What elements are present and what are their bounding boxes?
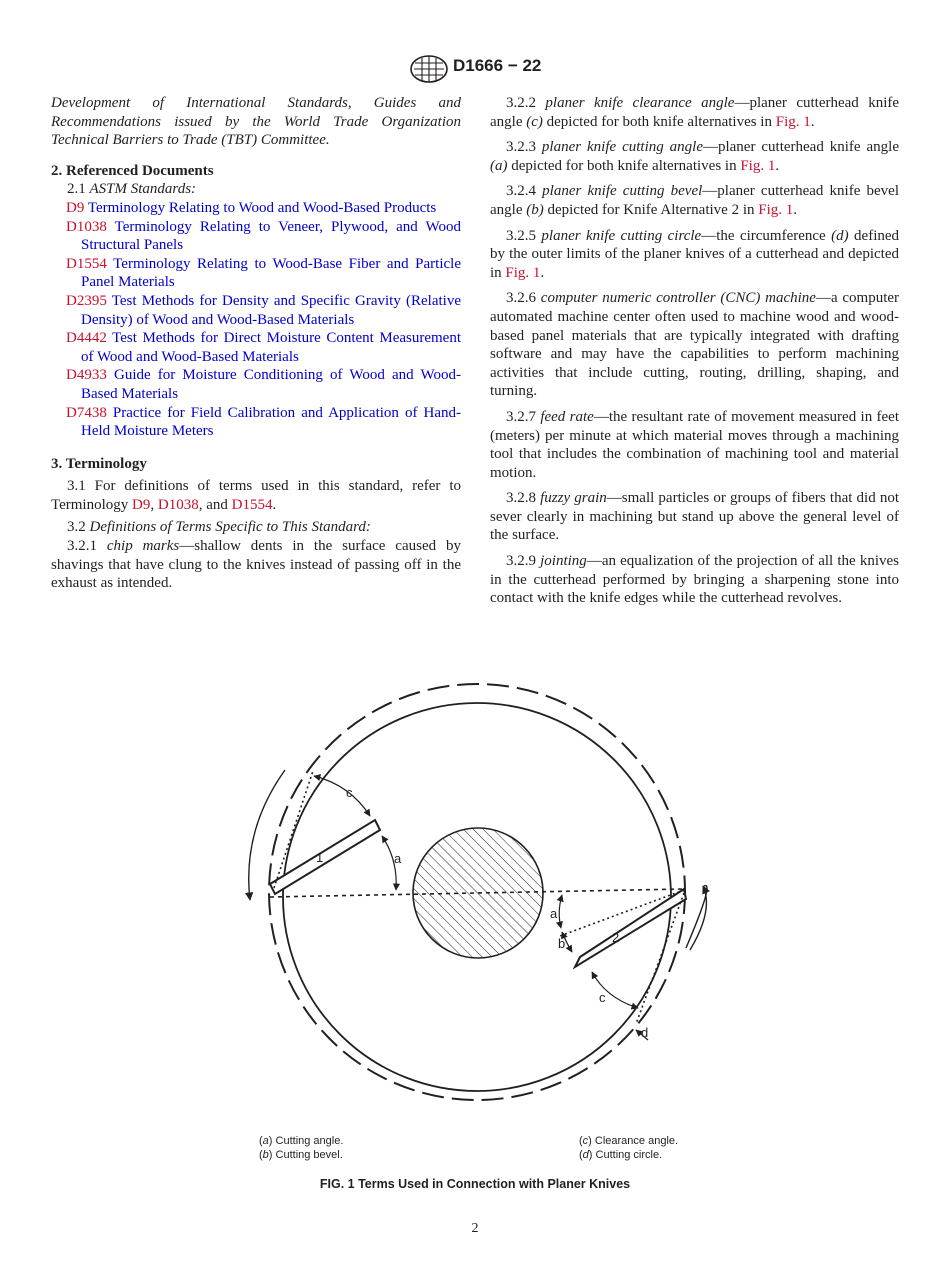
para-3-2-7 xyxy=(490,408,899,482)
caption-d-symbol: d xyxy=(582,1149,589,1161)
reference-item xyxy=(51,366,461,403)
term: jointing xyxy=(540,553,587,570)
definition: depicted for Knife Alternative 2 in xyxy=(543,201,759,218)
separator: , xyxy=(150,496,158,513)
definition: depicted for both knife alternatives in xyxy=(507,157,741,174)
definition: —the resultant rate of movement measured in feet (meters) per minute at which material moves through a machining tool that includes the combination of machining tool and material motion. xyxy=(490,408,899,481)
caption-c-symbol: c xyxy=(582,1135,589,1147)
caption-c: (c) Clearance angle. xyxy=(579,1135,679,1147)
reference-list xyxy=(51,199,461,441)
fig-link[interactable]: Fig. 1 xyxy=(775,113,811,130)
definition: —planer cutterhead knife angle xyxy=(490,95,900,130)
planer-knife-diagram xyxy=(230,676,720,1121)
label-knife-1: 1 xyxy=(316,850,324,865)
period: . xyxy=(272,496,277,513)
label-d: d xyxy=(641,1025,649,1040)
term: computer numeric controller (CNC) machine xyxy=(540,290,816,307)
para-3-2-2: 3.2.2 planer knife clearance angle—planer cutterhead knife angle (c) depicted for both knife alternatives in Fig. 1. xyxy=(490,95,900,130)
caption-a-symbol: a xyxy=(262,1135,269,1147)
section-2-heading: 2. Referenced Documents xyxy=(51,162,214,179)
sub-2-1 xyxy=(51,180,461,199)
caption-d: (d) Cutting circle. xyxy=(579,1149,663,1161)
reference-item xyxy=(51,404,461,441)
page-header xyxy=(0,54,950,84)
reference-code[interactable]: D1038 xyxy=(66,218,107,235)
para-3-2-9 xyxy=(490,552,899,608)
term: chip marks xyxy=(106,538,180,555)
definition: —planer cutterhead knife angle xyxy=(702,139,899,156)
definition: —the circumference xyxy=(701,227,832,244)
label-a-1: a xyxy=(394,851,402,866)
document-code: D1666 − 22 xyxy=(453,56,542,75)
para-3-2-5: 3.2.5 planer knife cutting circle—the circumference (d) defined by the outer limits of the planer knives of a cutterhead and depicted in Fig. 1. xyxy=(490,227,900,281)
reference-code[interactable]: D4933 xyxy=(66,367,107,384)
para-3-1-text: 3.1 For definitions of terms used in this standard, refer to Terminology xyxy=(51,478,461,513)
term-num: 3.2.8 xyxy=(506,490,536,507)
reference-code[interactable]: D2395 xyxy=(66,292,107,309)
term: planer knife cutting angle xyxy=(541,139,703,156)
definition: —shallow dents in the surface caused by shavings that have clung to the knives instead of passing off in the exhaust as intended. xyxy=(51,538,461,592)
symbol: (c) xyxy=(526,113,543,130)
intro-paragraph: Development of International Standards, Guides and Recommendations issued by the World Trade Organization Technical Barriers to Trade (TBT) Committee. xyxy=(51,95,461,149)
definition: depicted for both knife alternatives in xyxy=(542,113,776,130)
sub-2-1-label: ASTM Standards: xyxy=(89,181,197,198)
astm-logo-icon xyxy=(409,54,449,84)
term: planer knife clearance angle xyxy=(545,95,735,111)
label-c-2: c xyxy=(599,990,606,1005)
symbol: (b) xyxy=(526,201,544,218)
caption-b-symbol: b xyxy=(262,1149,269,1161)
label-c-1: c xyxy=(346,785,353,800)
para-3-2 xyxy=(51,518,461,537)
figure-title: FIG. 1 Terms Used in Connection with Planer Knives xyxy=(319,1177,631,1191)
reference-code[interactable]: D7438 xyxy=(66,404,107,421)
para-3-2-num: 3.2 xyxy=(67,519,86,536)
term-num: 3.2.2 xyxy=(506,95,536,111)
caption-a-text: Cutting angle. xyxy=(272,1135,344,1147)
label-a-2: a xyxy=(550,906,558,921)
term: planer knife cutting circle xyxy=(541,227,702,244)
reference-item xyxy=(51,255,461,292)
para-3-1 xyxy=(51,477,461,514)
term-num: 3.2.1 xyxy=(67,538,97,555)
clearance-arc-1 xyxy=(314,776,370,816)
page-number: 2 xyxy=(471,1221,479,1236)
link-d1554[interactable]: D1554 xyxy=(231,496,273,513)
sub-2-1-num: 2.1 xyxy=(67,181,86,198)
term: planer knife cutting bevel xyxy=(542,183,703,200)
caption-a: (a) Cutting angle. xyxy=(259,1135,344,1147)
reference-item xyxy=(51,329,461,366)
para-3-2-4: 3.2.4 planer knife cutting bevel—planer cutterhead knife bevel angle (b) depicted for Knife Alternative 2 in Fig. 1. xyxy=(490,183,900,218)
symbol: (d) xyxy=(831,227,849,244)
symbol: (a) xyxy=(490,157,508,174)
reference-title[interactable]: Terminology Relating to Wood and Wood-Based Products xyxy=(87,199,437,216)
term-num: 3.2.6 xyxy=(506,290,536,307)
reference-title[interactable]: Test Methods for Direct Moisture Content Measurement of Wood and Wood-Based Materials xyxy=(81,330,462,365)
para-3-2-3: 3.2.3 planer knife cutting angle—planer cutterhead knife angle (a) depicted for both knife alternatives in Fig. 1. xyxy=(490,139,899,174)
link-d9[interactable]: D9 xyxy=(132,496,151,513)
caption-b-text: Cutting bevel. xyxy=(272,1149,343,1161)
definition: —planer cutterhead knife bevel angle xyxy=(490,183,900,218)
right-column xyxy=(490,94,899,608)
fig-link[interactable]: Fig. 1 xyxy=(740,157,776,174)
definition: —a computer automated machine center often used to machine wood and wood-based panel materials that are typically integrated with drafting software and may have the capabilities to perform machining activities that include cutting, routing, drilling, shaping, and turning. xyxy=(490,290,900,400)
fig-link[interactable]: Fig. 1 xyxy=(758,201,794,218)
term: fuzzy grain xyxy=(540,490,607,507)
term-num: 3.2.9 xyxy=(506,553,536,570)
caption-b: (b) Cutting bevel. xyxy=(259,1149,343,1161)
term: feed rate xyxy=(540,408,594,425)
section-3-heading: 3. Terminology xyxy=(51,455,147,472)
term-num: 3.2.4 xyxy=(506,183,536,200)
definition: —an equalization of the projection of all the knives in the cutterhead performed by bringing a sharpening stone into contact with the knife edges while the cutterhead revolves. xyxy=(490,553,899,607)
reference-title[interactable]: Terminology Relating to Wood-Base Fiber and Particle Panel Materials xyxy=(81,255,461,291)
reference-item xyxy=(51,292,461,329)
separator: , and xyxy=(198,496,232,513)
reference-item xyxy=(51,218,461,255)
label-knife-2: 2 xyxy=(612,930,620,945)
reference-title[interactable]: Practice for Field Calibration and Application of Hand-Held Moisture Meters xyxy=(81,404,462,440)
term-num: 3.2.7 xyxy=(506,408,536,425)
reference-title[interactable]: Guide for Moisture Conditioning of Wood and Wood-Based Materials xyxy=(81,367,462,402)
caption-d-text: Cutting circle. xyxy=(592,1149,663,1161)
definition: defined by the outer limits of the planer knives of a cutterhead and depicted in xyxy=(490,227,900,281)
para-3-2-8 xyxy=(490,489,899,545)
term-num: 3.2.3 xyxy=(506,139,536,156)
reference-code[interactable]: D9 xyxy=(66,199,85,216)
reference-title[interactable]: Test Methods for Density and Specific Gravity (Relative Density) of Wood and Wood-Based Materials xyxy=(81,292,461,328)
link-d1038[interactable]: D1038 xyxy=(157,496,199,513)
reference-item xyxy=(51,199,461,218)
fig-link[interactable]: Fig. 1 xyxy=(505,264,541,281)
reference-code[interactable]: D4442 xyxy=(66,330,107,347)
caption-c-text: Clearance angle. xyxy=(591,1135,679,1147)
label-b-2: b xyxy=(558,936,566,951)
cutting-arc-2 xyxy=(559,895,562,928)
para-3-2-label: Definitions of Terms Specific to This Standard: xyxy=(89,519,371,536)
definition: —small particles or groups of fibers that did not sever clearly in machining but stand up above the general level of the surface. xyxy=(490,490,900,544)
reference-code[interactable]: D1554 xyxy=(66,255,107,272)
term-num: 3.2.5 xyxy=(506,227,536,244)
left-column xyxy=(51,94,461,593)
para-3-2-6 xyxy=(490,289,899,401)
reference-title[interactable]: Terminology Relating to Veneer, Plywood, and Wood Structural Panels xyxy=(81,218,461,254)
para-3-2-1 xyxy=(51,537,461,593)
